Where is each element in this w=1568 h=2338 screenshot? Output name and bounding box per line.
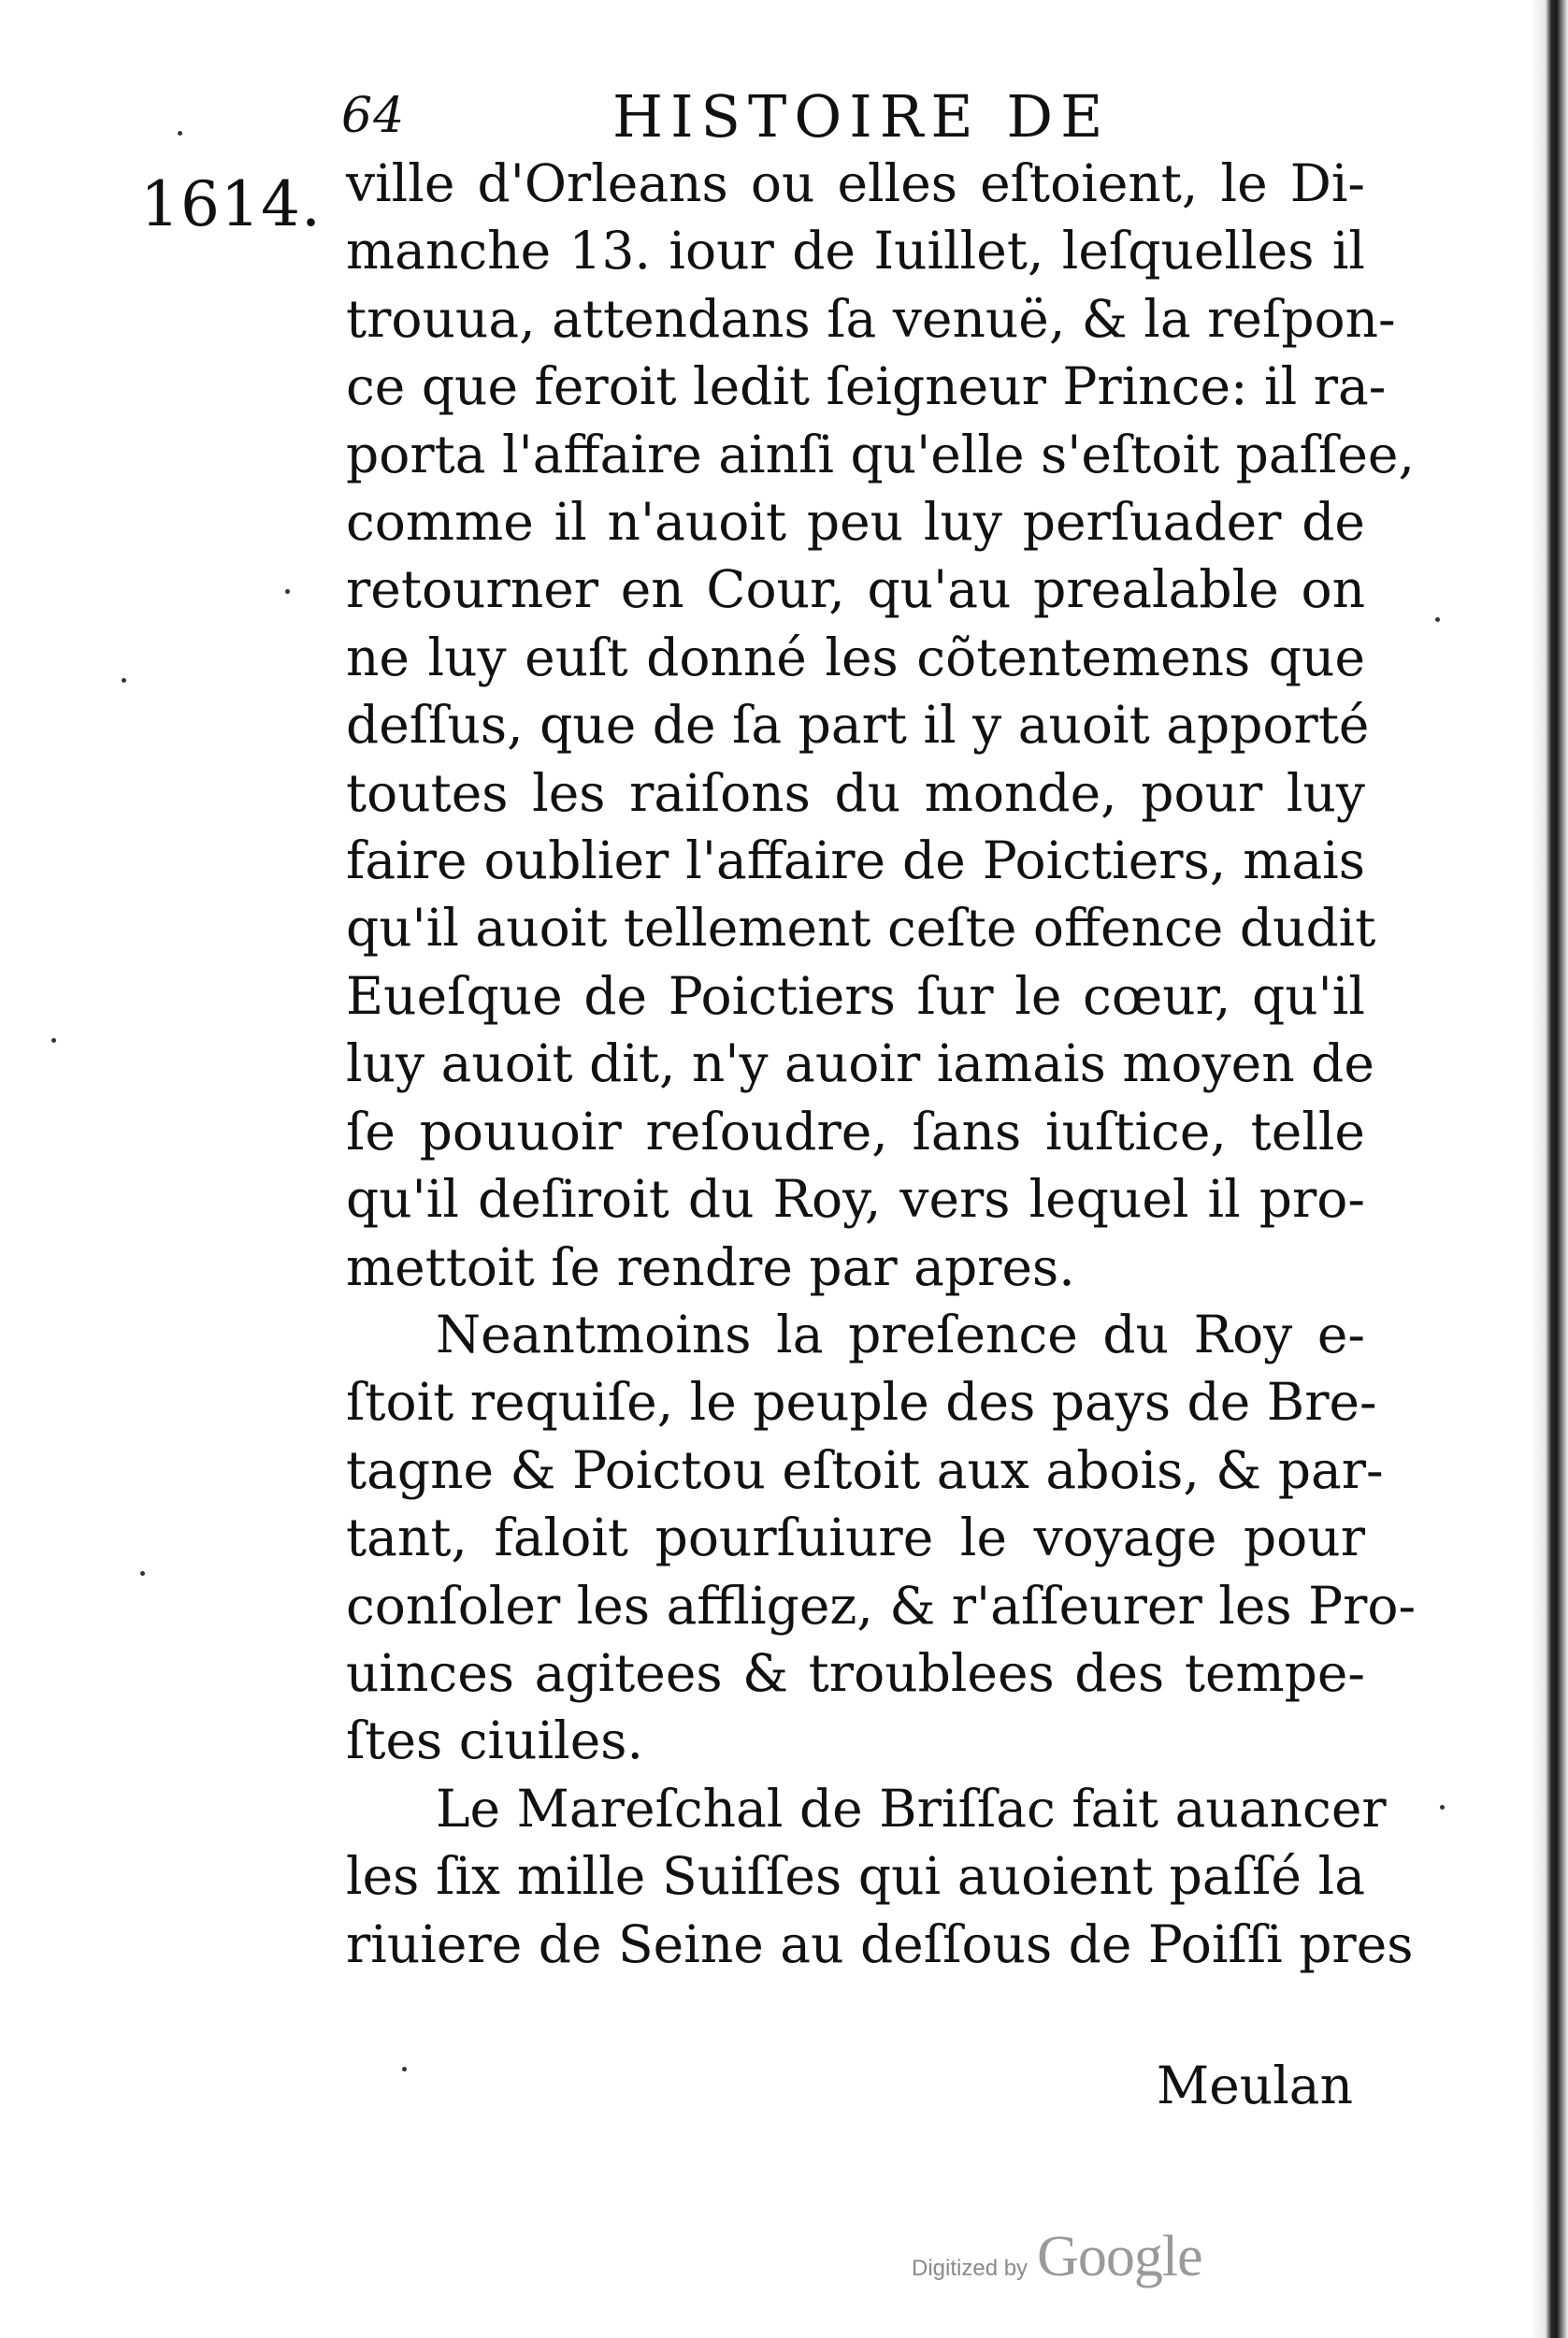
scan-speck — [285, 589, 290, 594]
text-line: toutes les raiſons du monde, pour luy — [346, 762, 1365, 823]
running-title: HISTOIRE DE — [612, 82, 1111, 151]
scan-speck — [402, 2067, 407, 2071]
body-text — [346, 150, 1417, 1978]
scan-speck — [140, 1571, 145, 1576]
text-line: deſſus, que de ſa part il y auoit apporté — [346, 695, 1370, 756]
text-line: ſtes ciuiles. — [346, 1710, 643, 1771]
text-line: manche 13. iour de Iuillet, leſquelles il — [346, 221, 1365, 281]
scan-speck — [1435, 617, 1440, 622]
text-line: porta l'affaire ainſi qu'elle s'eſtoit paſſee, — [346, 424, 1415, 484]
text-line: mettoit ſe rendre par apres. — [346, 1236, 1075, 1297]
page-number: 64 — [341, 88, 406, 144]
text-line: ſtoit requiſe, le peuple des pays de Bre- — [346, 1372, 1377, 1433]
text-line: ville d'Orleans ou elles eſtoient, le Di- — [346, 153, 1365, 213]
text-line: conſoler les affligez, & r'aſſeurer les Pro- — [346, 1575, 1417, 1636]
google-logo: Google — [1037, 2225, 1202, 2288]
text-line: qu'il auoit tellement ceſte offence dudit — [346, 898, 1376, 959]
text-line: qu'il deſiroit du Roy, vers lequel il pro- — [346, 1169, 1365, 1230]
catchword: Meulan — [1156, 2056, 1353, 2115]
text-line: Eueſque de Poictiers ſur le cœur, qu'il — [346, 965, 1365, 1026]
text-line: luy auoit dit, n'y auoir iamais moyen de — [346, 1033, 1374, 1094]
running-header — [341, 82, 1164, 157]
page-edge-shadow — [1531, 0, 1568, 2338]
text-line: comme il n'auoit peu luy perſuader de — [346, 492, 1365, 553]
margin-year: 1614. — [140, 168, 322, 240]
text-line: trouua, attendans ſa venuë, & la reſpon- — [346, 288, 1396, 349]
scan-speck — [122, 678, 126, 683]
text-line: les ſix mille Suiſſes qui auoient paſſé la — [346, 1846, 1365, 1907]
text-line: riuiere de Seine au deſſous de Poiſſi pres — [346, 1913, 1414, 1974]
text-line: tagne & Poictou eſtoit aux abois, & par- — [346, 1439, 1384, 1500]
text-line: ce que feroit ledit ſeigneur Prince: il ra- — [346, 356, 1387, 417]
text-line: ne luy euſt donné les cõtentemens que — [346, 627, 1365, 687]
scan-speck — [178, 131, 182, 136]
text-line: Le Mareſchal de Briſſac fait auancer — [436, 1778, 1387, 1839]
scan-speck — [1440, 1805, 1445, 1810]
text-line: tant, faloit pourſuiure le voyage pour — [346, 1508, 1365, 1568]
text-line: uinces agitees & troublees des tempe- — [346, 1642, 1365, 1703]
text-line: retourner en Cour, qu'au prealable on — [346, 559, 1365, 620]
text-line: Neantmoins la preſence du Roy e- — [436, 1304, 1365, 1364]
digitized-label: Digitized by — [912, 2256, 1029, 2281]
digitized-by-watermark — [912, 2224, 1202, 2290]
text-line: ſe pouuoir reſoudre, ſans iuſtice, telle — [346, 1101, 1365, 1162]
text-line: faire oublier l'affaire de Poictiers, mais — [346, 830, 1365, 891]
scan-speck — [51, 1038, 56, 1043]
